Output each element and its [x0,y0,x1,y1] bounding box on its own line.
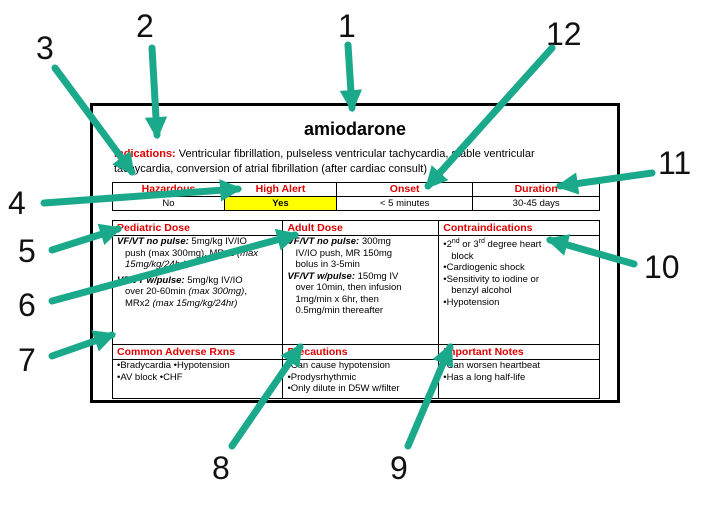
drug-title: amiodarone [303,119,407,139]
callout-11: 11 [658,145,692,181]
ped-line-1: 5mg/kg IV/IO [188,236,247,247]
precautions-line-2: •Prodysrhythmic [287,371,357,383]
notes-line-1: •Can worsen heartbeat [443,360,541,371]
contra-line-6: •Hypotension [443,296,500,308]
adult-no-pulse-label: VF/VT no pulse: [287,236,360,247]
ped-line-5: over 20-60min [125,286,189,297]
ped-w-pulse-label: VF/VT w/pulse: [117,274,185,286]
adverse-line-2: •AV block •CHF [117,371,183,383]
contra-line-1a: •2 [443,239,452,251]
adult-line-6: 1mg/min x 6hr, then [295,293,379,305]
ped-line-5-italic: (max 300mg) [188,286,245,297]
arrow-5 [52,229,118,250]
pediatric-dose-header: Pediatric Dose [113,221,283,236]
onset-header: Onset [337,183,473,197]
contra-line-5: benzyl alcohol [451,285,512,297]
high-alert-value: Yes [225,197,337,211]
arrow-6 [52,235,295,301]
contraindications-header: Contraindications [439,221,600,236]
contra-line-1c: degree heart [484,239,542,251]
adult-line-2: IV/IO push, MR 150mg [295,247,393,259]
contra-line-4: •Sensitivity to iodine or [443,273,539,285]
callout-8: 8 [212,450,230,486]
contra-line-3: •Cardiogenic shock [443,262,525,274]
callout-2: 2 [136,8,154,44]
callout-1: 1 [338,8,356,44]
arrow-8 [232,347,300,446]
ped-line-2-italic: (max [236,247,259,259]
adult-w-pulse-label: VF/VT w/pulse: [287,270,355,282]
arrow-12 [428,48,552,186]
callout-6: 6 [18,287,36,323]
ped-line-3: 15mg/kg/24hr) [125,259,187,270]
hazardous-value: No [113,197,225,211]
arrow-7 [52,335,112,356]
callout-12: 12 [546,16,582,52]
callout-3: 3 [36,30,54,66]
arrow-9 [408,347,450,446]
ped-line-5-end: , [244,286,247,297]
important-notes-header: Important Notes [439,345,600,360]
callout-9: 9 [390,450,408,486]
adult-line-1: 300mg [359,236,391,247]
high-alert-header: High Alert [225,183,337,197]
ped-line-6-italic: (max 15mg/kg/24hr) [152,297,238,309]
contra-line-1b: or 3 [459,239,479,251]
arrow-3 [55,68,132,172]
arrow-2 [152,48,157,135]
precautions-line-1: •Can cause hypotension [287,360,391,371]
callout-5: 5 [18,233,36,269]
adverse-line-1: •Bradycardia •Hypotension [117,360,230,371]
contra-sup-2: rd [478,238,485,245]
indications-text: Ventricular fibrillation, pulseless ventricular tachycardia, stable ventricular tachycardia, conversion of atrial fibrillation (after cardiac consult) [114,148,535,175]
arrow-1 [348,45,352,108]
hazardous-header: Hazardous [113,183,225,197]
callout-10: 10 [644,249,680,285]
duration-value: 30-45 days [473,197,600,211]
callout-4: 4 [8,185,26,221]
notes-line-2: •Has a long half-life [443,371,526,383]
adult-line-3: bolus in 3-5min [295,259,360,270]
arrow-10 [550,240,634,264]
onset-value: < 5 minutes [337,197,473,211]
duration-header: Duration [473,183,600,197]
precautions-line-3: •Only dilute in D5W w/filter [287,383,400,394]
ped-line-2: push (max 300mg), MRx2 [125,247,237,259]
ped-line-4: 5mg/kg IV/IO [184,274,243,286]
adult-line-7: 0.5mg/min thereafter [295,305,384,316]
arrow-4 [44,189,238,203]
adverse-rxns-header: Common Adverse Rxns [113,345,283,360]
adult-line-4: 150mg IV [355,270,399,282]
arrow-11 [560,173,652,186]
precautions-header: Precautions [283,345,439,360]
callout-7: 7 [18,342,36,378]
adult-dose-header: Adult Dose [283,221,439,236]
indications-label: Indications: [114,148,176,160]
contra-line-2: block [451,250,474,262]
contra-sup-1: nd [451,238,460,245]
adult-line-5: over 10min, then infusion [295,282,402,293]
ped-no-pulse-label: VF/VT no pulse: [117,236,189,247]
ped-line-6: MRx2 [125,297,153,309]
